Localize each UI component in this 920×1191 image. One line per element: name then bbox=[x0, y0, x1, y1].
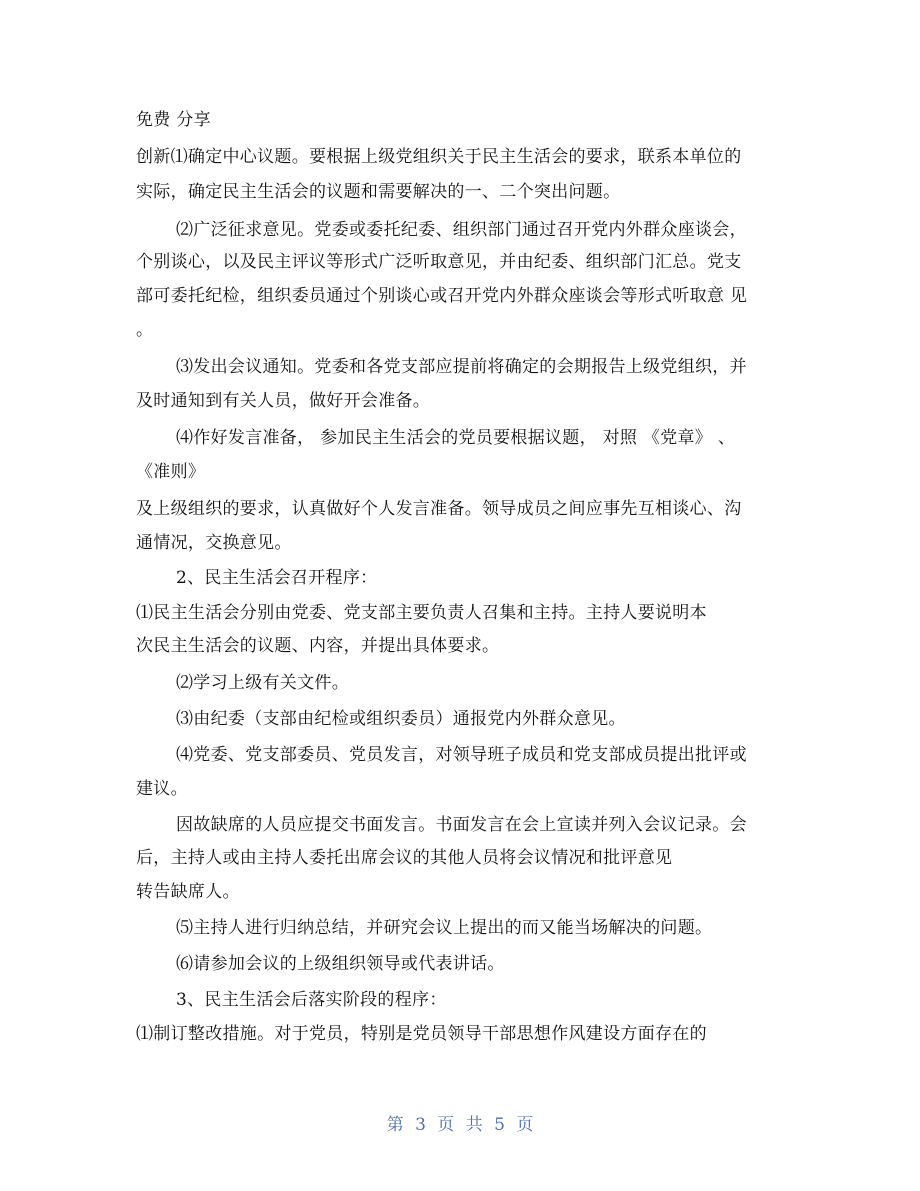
doc-line: 次民主生活会的议题、内容，并提出具体要求。 bbox=[136, 636, 500, 656]
doc-line: ⑶由纪委（支部由纪检或组织委员）通报党内外群众意见。 bbox=[176, 709, 626, 729]
doc-line: ⑷作好发言准备， 参加民主生活会的党员要根据议题， 对照 《党章》 、 bbox=[176, 428, 736, 448]
doc-line: 个别谈心，以及民主评议等形式广泛听取意见，并由纪委、组织部门汇总。党支 bbox=[136, 252, 742, 272]
doc-line: ⑷党委、党支部委员、党员发言，对领导班子成员和党支部成员提出批评或 bbox=[176, 745, 747, 765]
doc-line: 《准则》 bbox=[136, 462, 206, 482]
doc-line: ⑵学习上级有关文件。 bbox=[176, 673, 349, 693]
doc-line: 通情况，交换意见。 bbox=[136, 533, 292, 553]
doc-line: 。 bbox=[136, 320, 154, 340]
doc-line: ⑶发出会议通知。党委和各党支部应提前将确定的会期报告上级党组织，并 bbox=[176, 357, 747, 377]
doc-line: 实际，确定民主生活会的议题和需要解决的一、二个突出问题。 bbox=[136, 182, 621, 202]
doc-line: ⑴制订整改措施。对于党员，特别是党员领导干部思想作风建设方面存在的 bbox=[136, 1024, 707, 1044]
footer-suffix: 页 bbox=[516, 1115, 534, 1135]
footer-mid2: 共 bbox=[465, 1115, 483, 1135]
footer-mid1: 页 bbox=[437, 1115, 455, 1135]
footer-prefix: 第 bbox=[386, 1115, 404, 1135]
doc-line: 创新⑴确定中心议题。要根据上级党组织关于民主生活会的要求，联系本单位的 bbox=[136, 147, 742, 167]
doc-line: 及上级组织的要求，认真做好个人发言准备。领导成员之间应事先互相谈心、沟 bbox=[136, 499, 742, 519]
doc-line: 建议。 bbox=[136, 779, 188, 799]
doc-line: 免费 分享 bbox=[136, 110, 211, 130]
doc-line: 及时通知到有关人员，做好开会准备。 bbox=[136, 391, 431, 411]
doc-line: ⑸主持人进行归纳总结，并研究会议上提出的而又能当场解决的问题。 bbox=[176, 918, 713, 938]
page-footer bbox=[0, 1113, 920, 1137]
doc-line: ⑴民主生活会分别由党委、党支部主要负责人召集和主持。主持人要说明本 bbox=[136, 603, 707, 623]
doc-line: 后，主持人或由主持人委托出席会议的其他人员将会议情况和批评意见 bbox=[136, 848, 673, 868]
doc-line: ⑵广泛征求意见。党委或委托纪委、组织部门通过召开党内外群众座谈会， bbox=[176, 220, 747, 240]
doc-line: 因故缺席的人员应提交书面发言。书面发言在会上宣读并列入会议记录。会 bbox=[176, 815, 747, 835]
doc-line: 部可委托纪检，组织委员通过个别谈心或召开党内外群众座谈会等形式听取意 见 bbox=[136, 286, 748, 306]
doc-line: ⑹请参加会议的上级组织领导或代表讲话。 bbox=[176, 954, 505, 974]
total-pages-number: 5 bbox=[494, 1115, 505, 1135]
doc-line: 转告缺席人。 bbox=[136, 882, 240, 902]
section-heading: 3、民主生活会后落实阶段的程序： bbox=[176, 990, 447, 1010]
current-page-number: 3 bbox=[415, 1115, 426, 1135]
section-heading: 2、民主生活会召开程序： bbox=[176, 568, 378, 588]
